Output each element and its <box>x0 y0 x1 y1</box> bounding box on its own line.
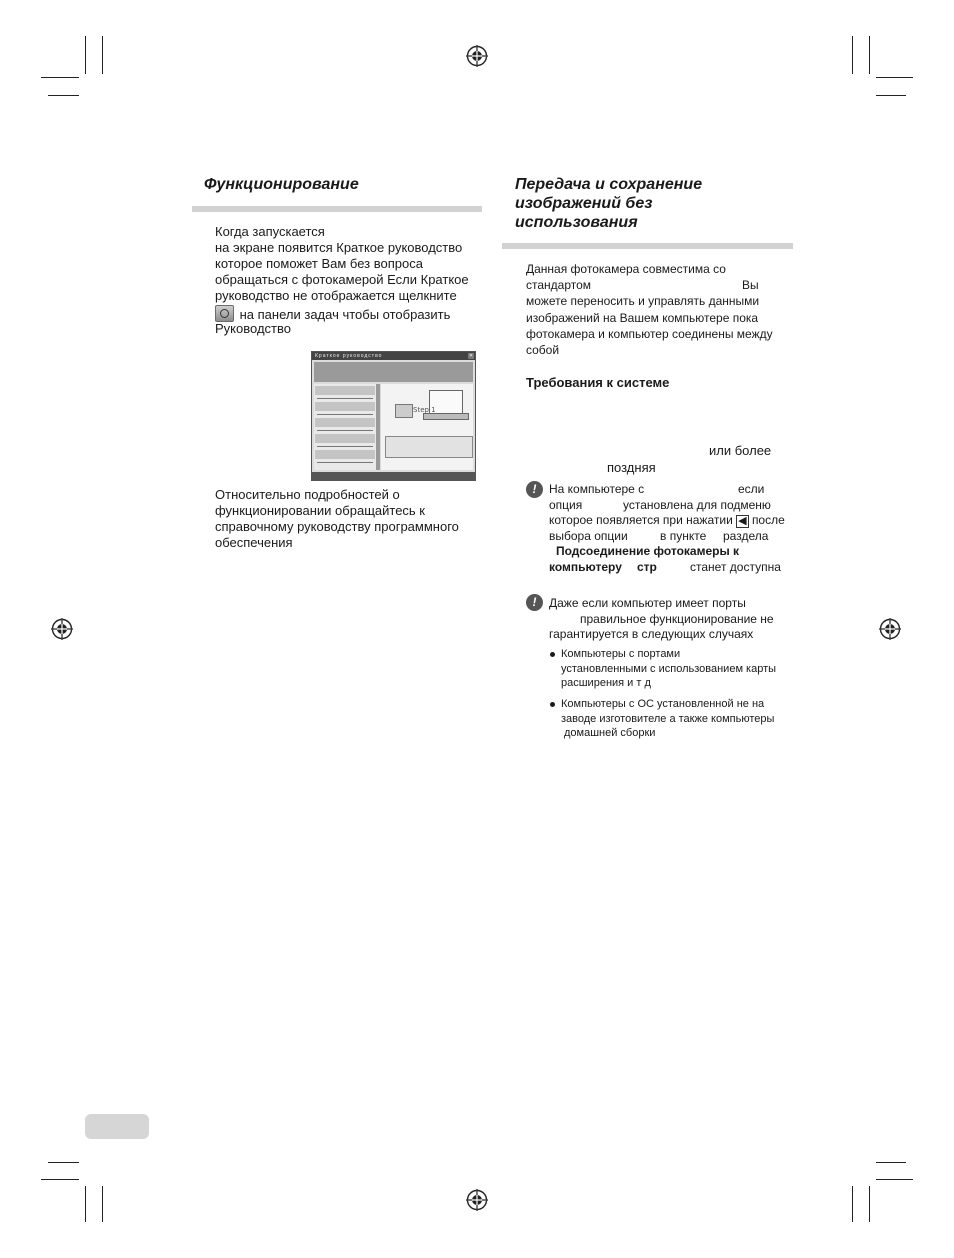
text-line: Компьютеры с ОС установленной не на <box>561 698 765 710</box>
menu-box <box>315 434 375 443</box>
text-line: которое поможет Вам без вопроса <box>215 256 423 271</box>
crop-mark <box>869 1186 870 1222</box>
crop-mark <box>876 1162 906 1163</box>
text-line: установленными с использованием карты <box>561 662 777 675</box>
crop-mark <box>876 95 906 96</box>
text-line: компьютеру <box>549 559 622 574</box>
crop-mark <box>48 95 79 96</box>
menu-box <box>315 386 375 395</box>
crop-mark <box>85 1186 86 1222</box>
caution-exclamation-icon: ! <box>526 481 543 498</box>
title-line: использования <box>515 214 638 231</box>
text-line: можете переносить и управлять данными <box>526 294 760 308</box>
bullet-icon <box>550 652 555 657</box>
text-line <box>549 513 785 529</box>
text-line: правильное функционирование не <box>580 611 774 626</box>
taskbar-text: на панели задач чтобы отобразить <box>239 307 451 322</box>
requirements-or-later: или более <box>709 443 772 458</box>
text-line: Даже если компьютер имеет порты <box>549 596 746 610</box>
crop-mark <box>41 77 79 78</box>
section-title-transfer <box>515 175 702 232</box>
text-line: раздела <box>723 528 769 543</box>
text-line: Вы <box>742 278 759 292</box>
registration-mark-icon <box>51 618 73 640</box>
screenshot-scrollbar <box>376 384 380 470</box>
text-line: Когда запускается <box>215 224 325 239</box>
title-line: Передача и сохранение <box>515 176 703 193</box>
text-line: опция <box>549 497 583 512</box>
requirements-heading: Требования к системе <box>526 375 670 390</box>
menu-box <box>315 450 375 459</box>
text-line: Подсоединение фотокамеры к <box>556 544 740 558</box>
text-line: в пункте <box>660 528 707 543</box>
step-label: Step 1 <box>413 406 436 414</box>
menu-row <box>317 414 373 415</box>
menu-row <box>317 446 373 447</box>
screenshot-title: Краткое руководство <box>315 353 383 359</box>
crop-mark <box>85 36 86 74</box>
crop-mark <box>876 1179 913 1180</box>
crop-mark <box>852 36 853 74</box>
note-text: после <box>751 513 785 527</box>
text-line: руководство не отображается щелкните <box>215 288 457 303</box>
requirements-later: поздняя <box>607 460 656 475</box>
crop-mark <box>48 1162 79 1163</box>
text-line: справочному руководству программного <box>215 519 459 534</box>
text-line: на экране появится Краткое руководство <box>215 240 463 255</box>
text-line: функционировании обращайтесь к <box>215 503 425 518</box>
screenshot-header-band <box>314 362 473 382</box>
text-line: На компьютере с <box>549 482 645 496</box>
menu-row <box>317 398 373 399</box>
screenshot-menu-column <box>314 384 376 470</box>
screenshot-content-pane <box>381 384 473 470</box>
crop-mark <box>41 1179 79 1180</box>
screenshot-bottombar <box>312 472 475 480</box>
text-line: стр <box>637 559 657 574</box>
note-text: которое появляется при нажатии <box>549 513 733 527</box>
registration-mark-icon <box>466 45 488 67</box>
camera-illustration-icon <box>395 404 413 418</box>
arrow-icon: ◀ <box>738 515 747 527</box>
text-line: фотокамера и компьютер соединены между <box>526 327 773 341</box>
section-rule <box>192 206 482 212</box>
menu-row <box>317 462 373 463</box>
caution-exclamation-icon: ! <box>526 594 543 611</box>
section-title-operation: Функционирование <box>204 176 359 193</box>
text-line: Руководство <box>215 321 291 336</box>
text-line: установлена для подменю <box>623 497 771 512</box>
text-line: обращаться с фотокамерой Если Краткое <box>215 272 469 287</box>
quick-guide-screenshot <box>311 351 476 481</box>
text-line: обеспечения <box>215 535 293 550</box>
section-rule <box>502 243 793 249</box>
camera-guide-taskbar-icon <box>215 305 234 322</box>
text-line: Данная фотокамера совместима со <box>526 262 726 276</box>
menu-box <box>315 402 375 411</box>
title-line: изображений без <box>515 195 653 212</box>
text-line: выбора опции <box>549 528 628 543</box>
text-line: заводе изготовителе а также компьютеры <box>561 712 775 725</box>
text-line: расширения и т д <box>561 677 651 689</box>
crop-mark <box>102 1186 103 1222</box>
text-line: если <box>738 482 765 496</box>
text-line: домашней сборки <box>564 727 656 739</box>
bullet-icon <box>550 702 555 707</box>
crop-mark <box>102 36 103 74</box>
text-line: Компьютеры с портами <box>561 648 681 660</box>
text-line: станет доступна <box>690 559 781 574</box>
screenshot-info-box <box>385 436 473 458</box>
crop-mark <box>869 36 870 74</box>
registration-mark-icon <box>879 618 901 640</box>
text-line: Относительно подробностей о <box>215 487 400 502</box>
menu-row <box>317 430 373 431</box>
registration-mark-icon <box>466 1189 488 1211</box>
text-line: изображений на Вашем компьютере пока <box>526 311 759 325</box>
page-number-tab <box>85 1114 149 1139</box>
text-line: собой <box>526 343 560 357</box>
laptop-base <box>423 413 469 420</box>
text-line: стандартом <box>526 278 592 292</box>
crop-mark <box>852 1186 853 1222</box>
menu-box <box>315 418 375 427</box>
text-line: гарантируется в следующих случаях <box>549 627 754 641</box>
crop-mark <box>876 77 913 78</box>
close-icon: ✕ <box>468 353 474 359</box>
